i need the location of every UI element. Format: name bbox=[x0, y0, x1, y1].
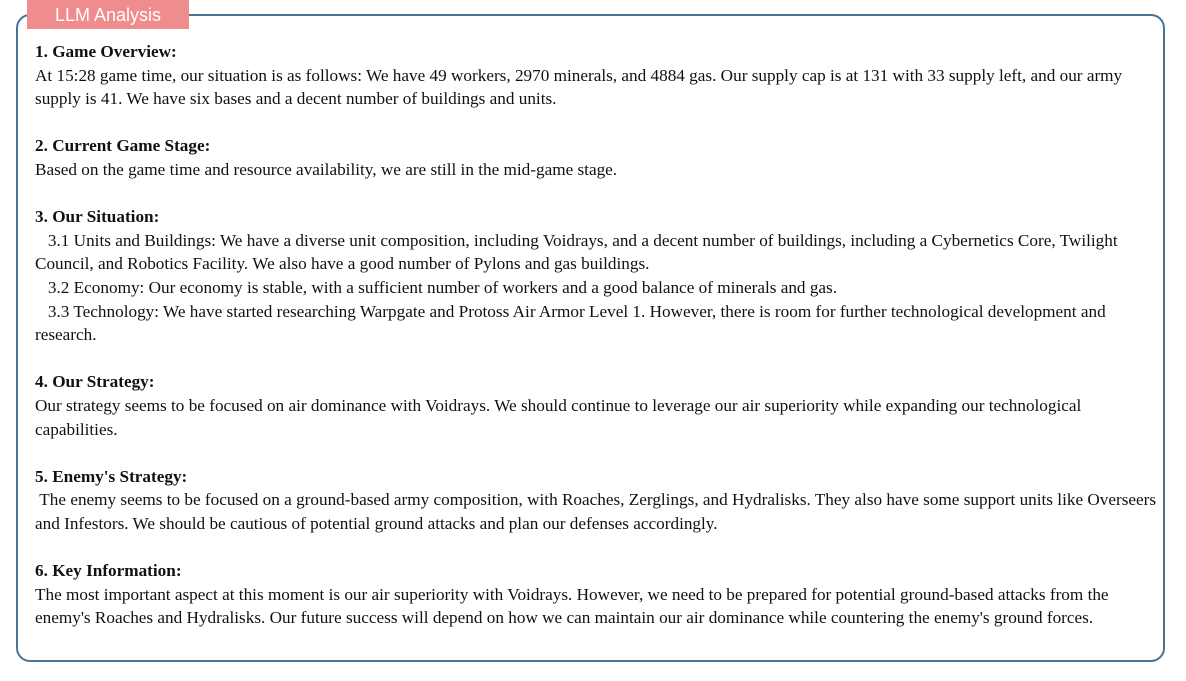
section-heading: 5. Enemy's Strategy: bbox=[35, 466, 188, 486]
section-game-overview bbox=[35, 40, 1165, 111]
section-heading: 2. Current Game Stage: bbox=[35, 136, 211, 156]
section-key-information bbox=[35, 559, 1165, 630]
section-heading: 1. Game Overview: bbox=[35, 42, 177, 61]
section-paragraph: Based on the game time and resource availability, we are still in the mid-game stage. bbox=[35, 159, 618, 179]
section-heading: 4. Our Strategy: bbox=[35, 372, 155, 392]
section-current-game-stage bbox=[35, 134, 1165, 181]
section-paragraph: Our strategy seems to be focused on air dominance with Voidrays. We should continue to leverage our air superiority while expanding our technological capabilities. bbox=[35, 395, 1086, 439]
analysis-content bbox=[35, 40, 1165, 653]
section-heading: 6. Key Information: bbox=[35, 561, 182, 581]
section-our-situation bbox=[35, 205, 1165, 347]
section-paragraph: At 15:28 game time, our situation is as follows: We have 49 workers, 2970 minerals, and 4884 gas. Our supply cap is at 131 with 33 supply left, and our army supply is 41. We have six bases and a decent number of buildings and units. bbox=[35, 65, 1127, 109]
section-heading: 3. Our Situation: bbox=[35, 207, 160, 227]
section-paragraph: The enemy seems to be focused on a ground-based army composition, with Roaches, Zerglings, and Hydralisks. They also have some support units like Overseers and Infestors. We should be cautious of potential ground attacks and plan our defenses accordingly. bbox=[35, 490, 1161, 533]
panel-title-tag: LLM Analysis bbox=[27, 0, 189, 29]
section-our-strategy bbox=[35, 370, 1165, 441]
section-paragraph: The most important aspect at this moment is our air superiority with Voidrays. However, we need to be prepared for potential ground-based attacks from the enemy's Roaches and Hydralisks. Our future success will depend on how we can maintain our air dominance while countering the enemy's ground forces. bbox=[35, 584, 1113, 628]
section-paragraph: 3.1 Units and Buildings: We have a diverse unit composition, including Voidrays, and a decent number of buildings, including a Cybernetics Core, Twilight Council, and Robotics Facility. We also have a good number of Pylons and gas buildings. bbox=[35, 230, 1122, 274]
section-paragraph: 3.3 Technology: We have started researching Warpgate and Protoss Air Armor Level 1. However, there is room for further technological development and research. bbox=[35, 301, 1110, 345]
section-enemy-strategy bbox=[35, 465, 1165, 536]
section-paragraph: 3.2 Economy: Our economy is stable, with a sufficient number of workers and a good balance of minerals and gas. bbox=[35, 277, 838, 297]
